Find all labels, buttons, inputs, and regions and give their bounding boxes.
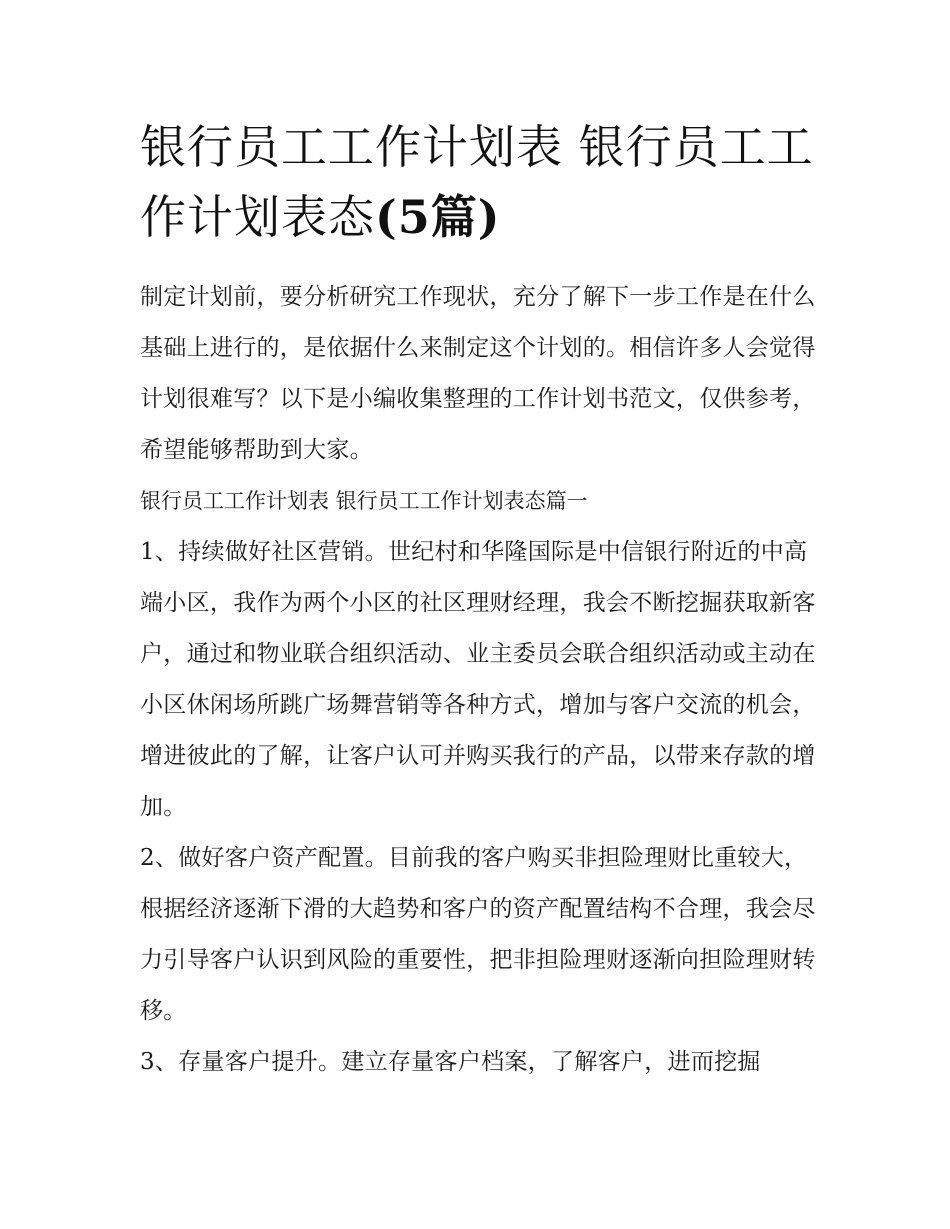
list-item: 3、存量客户提升。建立存量客户档案，了解客户，进而挖掘	[140, 1049, 761, 1075]
title-main-text: 银行员工工作计划表 银行员工工作计划表态	[140, 120, 814, 244]
title-count-text: (5篇)	[375, 190, 501, 244]
document-title	[140, 112, 820, 252]
section-heading: 银行员工工作计划表 银行员工工作计划表态篇一	[140, 489, 588, 513]
intro-paragraph: 制定计划前，要分析研究工作现状，充分了解下一步工作是在什么基础上进行的，是依据什么来制定这个计划的。相信许多人会觉得计划很难写？以下是小编收集整理的工作计划书范文，仅供参考，希望能够帮助到大家。	[140, 284, 816, 463]
list-item: 1、持续做好社区营销。世纪村和华隆国际是中信银行附近的中高端小区，我作为两个小区的社区理财经理，我会不断挖掘获取新客户，通过和物业联合组织活动、业主委员会联合组织活动或主动在小区休闲场所跳广场舞营销等各种方式，增加与客户交流的机会，增进彼此的了解，让客户认可并购买我行的产品，以带来存款的增加。	[140, 539, 816, 820]
list-item: 2、做好客户资产配置。目前我的客户购买非担险理财比重较大，根据经济逐渐下滑的大趋势和客户的资产配置结构不合理，我会尽力引导客户认识到风险的重要性，把非担险理财逐渐向担险理财转移。	[140, 845, 816, 1024]
document-content	[140, 112, 820, 1088]
